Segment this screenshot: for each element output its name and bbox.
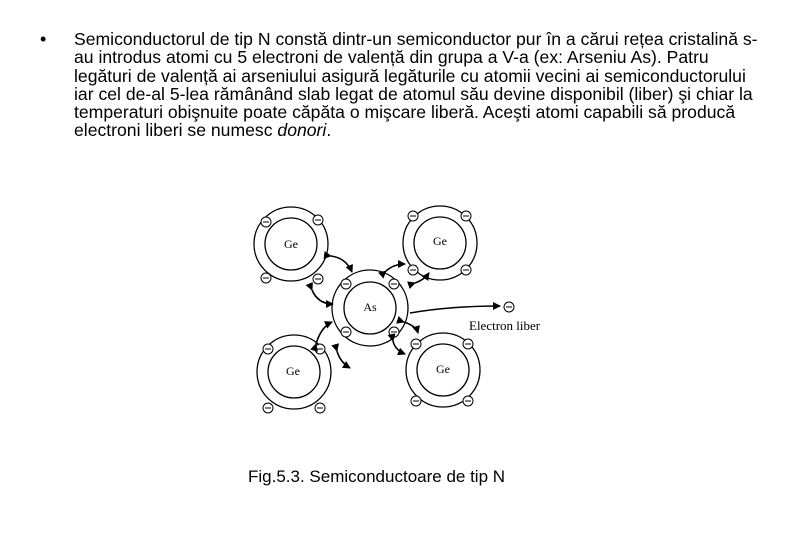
atom-label-as: As [363, 300, 377, 314]
atom-label-ge-1: Ge [284, 237, 298, 251]
bond-arrow [316, 322, 332, 344]
electrons [261, 211, 514, 413]
bond-arrow [393, 341, 405, 354]
atom-label-ge-3: Ge [286, 364, 300, 378]
bond-arrow [404, 322, 418, 333]
bond-arrow [386, 264, 405, 271]
atom-label-ge-2: Ge [433, 234, 447, 248]
paragraph-text-end: . [326, 120, 332, 141]
bond-arrow [337, 351, 350, 368]
free-electron-label: Electron liber [469, 318, 541, 333]
electron-minus-signs [263, 216, 512, 408]
paragraph-emphasis: donori [277, 120, 327, 141]
free-electron-arrow [410, 306, 500, 313]
bond-arrow [312, 290, 333, 304]
bullet-marker: • [40, 29, 47, 49]
paragraph-text-main: Semiconductorul de tip N constă dintr-un semiconductor pur în a cărui rețea cristalină s-au introdus atomi cu 5 electroni de valență din grupa a V-a (ex: Arseniu As). Patru legături de valență ai arseniului asigură legăturile cu atomii vecini ai semiconductorului iar cel de-al 5-lea rămânând slab legat de atomul său devine disponibil (liber) şi chiar la temperaturi obişnuite poate căpăta o mişcare liberă. Aceşti atomi capabili să producă electroni liberi se numesc [74, 29, 758, 141]
figure-caption: Fig.5.3. Semiconductoare de tip N [248, 467, 506, 486]
bond-arrow [331, 256, 352, 272]
atom-label-ge-4: Ge [436, 362, 450, 376]
